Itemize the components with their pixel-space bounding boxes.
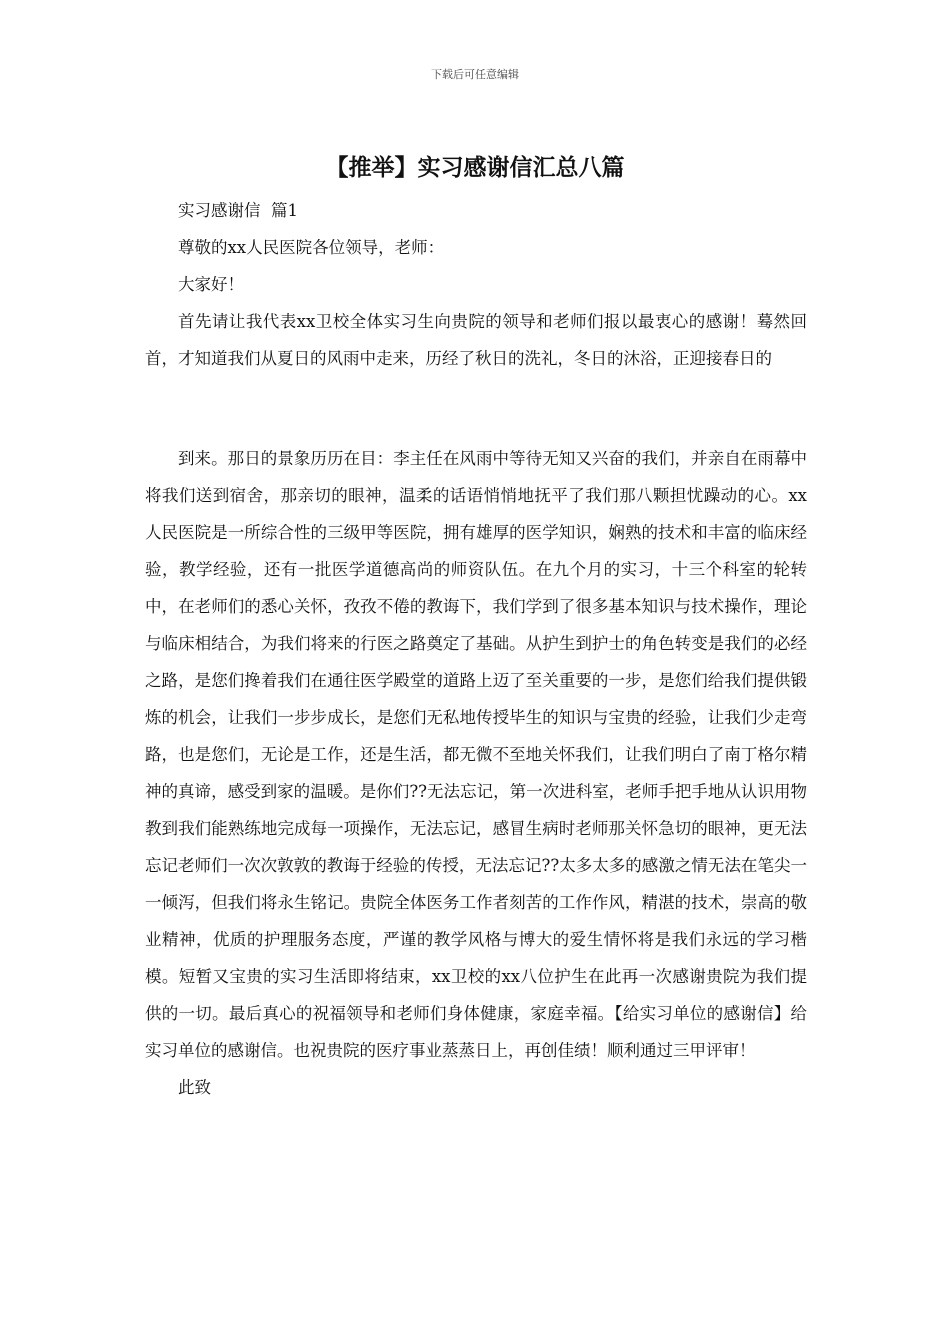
body-paragraph-2: 到来。那日的景象历历在目：李主任在风雨中等待无知又兴奋的我们，并亲自在雨幕中将我们送到宿舍，那亲切的眼神，温柔的话语悄悄地抚平了我们那八颗担忧躁动的心。xx人民医院是一所综合性的三级甲等医院，拥有雄厚的医学知识，娴熟的技术和丰富的临床经验，教学经验，还有一批医学道德高尚的师资队伍。在九个月的实习，十三个科室的轮转中，在老师们的悉心关怀，孜孜不倦的教诲下，我们学到了很多基本知识与技术操作，理论与临床相结合，为我们将来的行医之路奠定了基础。从护生到护士的角色转变是我们的必经之路，是您们搀着我们在通往医学殿堂的道路上迈了至关重要的一步，是您们给我们提供锻炼的机会，让我们一步步成长，是您们无私地传授毕生的知识与宝贵的经验，让我们少走弯路，也是您们，无论是工作，还是生活，都无微不至地关怀我们，让我们明白了南丁格尔精神的真谛，感受到家的温暖。是你们??无法忘记，第一次进科室，老师手把手地从认识用物教到我们能熟练地完成每一项操作，无法忘记，感冒生病时老师那关怀急切的眼神，更无法忘记老师们一次次敦敦的教诲于经验的传授，无法忘记??太多太多的感激之情无法在笔尖一一倾泻，但我们将永生铭记。贵院全体医务工作者刻苦的工作作风，精湛的技术，崇高的敬业精神，优质的护理服务态度，严谨的教学风格与博大的爱生情怀将是我们永远的学习楷模。短暂又宝贵的实习生活即将结束，xx卫校的xx八位护生在此再一次感谢贵院为我们提供的一切。最后真心的祝福领导和老师们身体健康，家庭幸福。【给实习单位的感谢信】给实习单位的感谢信。也祝贵院的医疗事业蒸蒸日上，再创佳绩！顺利通过三甲评审！ <box>145 449 807 1060</box>
body-paragraph-1: 首先请让我代表xx卫校全体实习生向贵院的领导和老师们报以最衷心的感谢！蓦然回首，才知道我们从夏日的风雨中走来，历经了秋日的洗礼，冬日的沐浴，正迎接春日的 <box>145 312 807 368</box>
page-header-note: 下载后可任意编辑 <box>431 68 519 81</box>
letter-body-block <box>145 440 807 1106</box>
section-label: 实习感谢信 篇1 <box>178 201 298 220</box>
letter-intro-block <box>145 192 807 377</box>
salutation: 尊敬的xx人民医院各位领导，老师： <box>178 238 445 257</box>
closing: 此致 <box>178 1078 211 1097</box>
greeting: 大家好！ <box>178 275 244 294</box>
document-title: 【推举】实习感谢信汇总八篇 <box>325 154 625 181</box>
